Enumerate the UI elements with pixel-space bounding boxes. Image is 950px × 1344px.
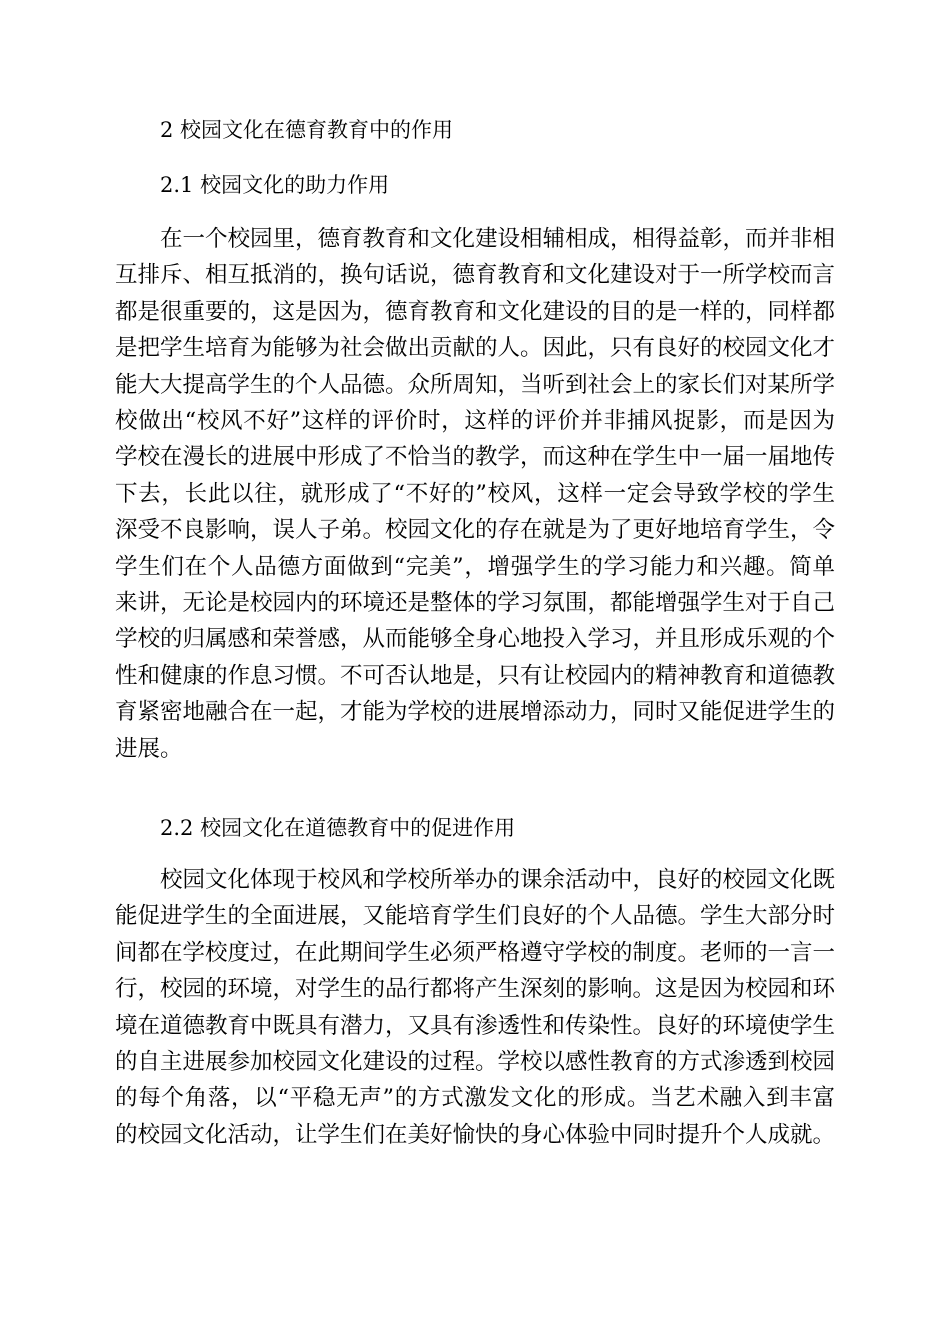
paragraph-2-2: 校园文化体现于校风和学校所举办的课余活动中，良好的校园文化既能促进学生的全面进展，又能培育学生们良好的个人品德。学生大部分时间都在学校度过，在此期间学生必须严格遵守学校的制度。老师的一言一行，校园的环境，对学生的品行都将产生深刻的影响。这是因为校园和环境在道德教育中既具有潜力，又具有渗透性和传染性。良好的环境使学生的自主进展参加校园文化建设的过程。学校以感性教育的方式渗透到校园的每个角落，以“平稳无声”的方式激发文化的形成。当艺术融入到丰富的校园文化活动，让学生们在美好愉快的身心体验中同时提升个人成就。 [115, 867, 836, 1148]
paragraph-2-1: 在一个校园里，德育教育和文化建设相辅相成，相得益彰，而并非相互排斥、相互抵消的，换句话说，德育教育和文化建设对于一所学校而言都是很重要的，这是因为，德育教育和文化建设的目的是一样的，同样都是把学生培育为能够为社会做出贡献的人。因此，只有良好的校园文化才能大大提高学生的个人品德。众所周知，当听到社会上的家长们对某所学校做出“校风不好”这样的评价时，这样的评价并非捕风捉影，而是因为学校在漫长的进展中形成了不恰当的教学，而这种在学生中一届一届地传下去，长此以往，就形成了“不好的”校风，这样一定会导致学校的学生深受不良影响，误人子弟。校园文化的存在就是为了更好地培育学生，令学生们在个人品德方面做到“完美”，增强学生的学习能力和兴趣。简单来讲，无论是校园内的环境还是整体的学习氛围，都能增强学生对于自己学校的归属感和荣誉感，从而能够全身心地投入学习，并且形成乐观的个性和健康的作息习惯。不可否认地是，只有让校园内的精神教育和道德教育紧密地融合在一起，才能为学校的进展增添动力，同时又能促进学生的进展。 [115, 226, 836, 762]
subsection-heading-2-1: 2.1 校园文化的助力作用 [160, 173, 390, 197]
section-heading: 2 校园文化在德育教育中的作用 [160, 118, 454, 142]
subsection-heading-2-2: 2.2 校园文化在道德教育中的促进作用 [160, 816, 516, 840]
